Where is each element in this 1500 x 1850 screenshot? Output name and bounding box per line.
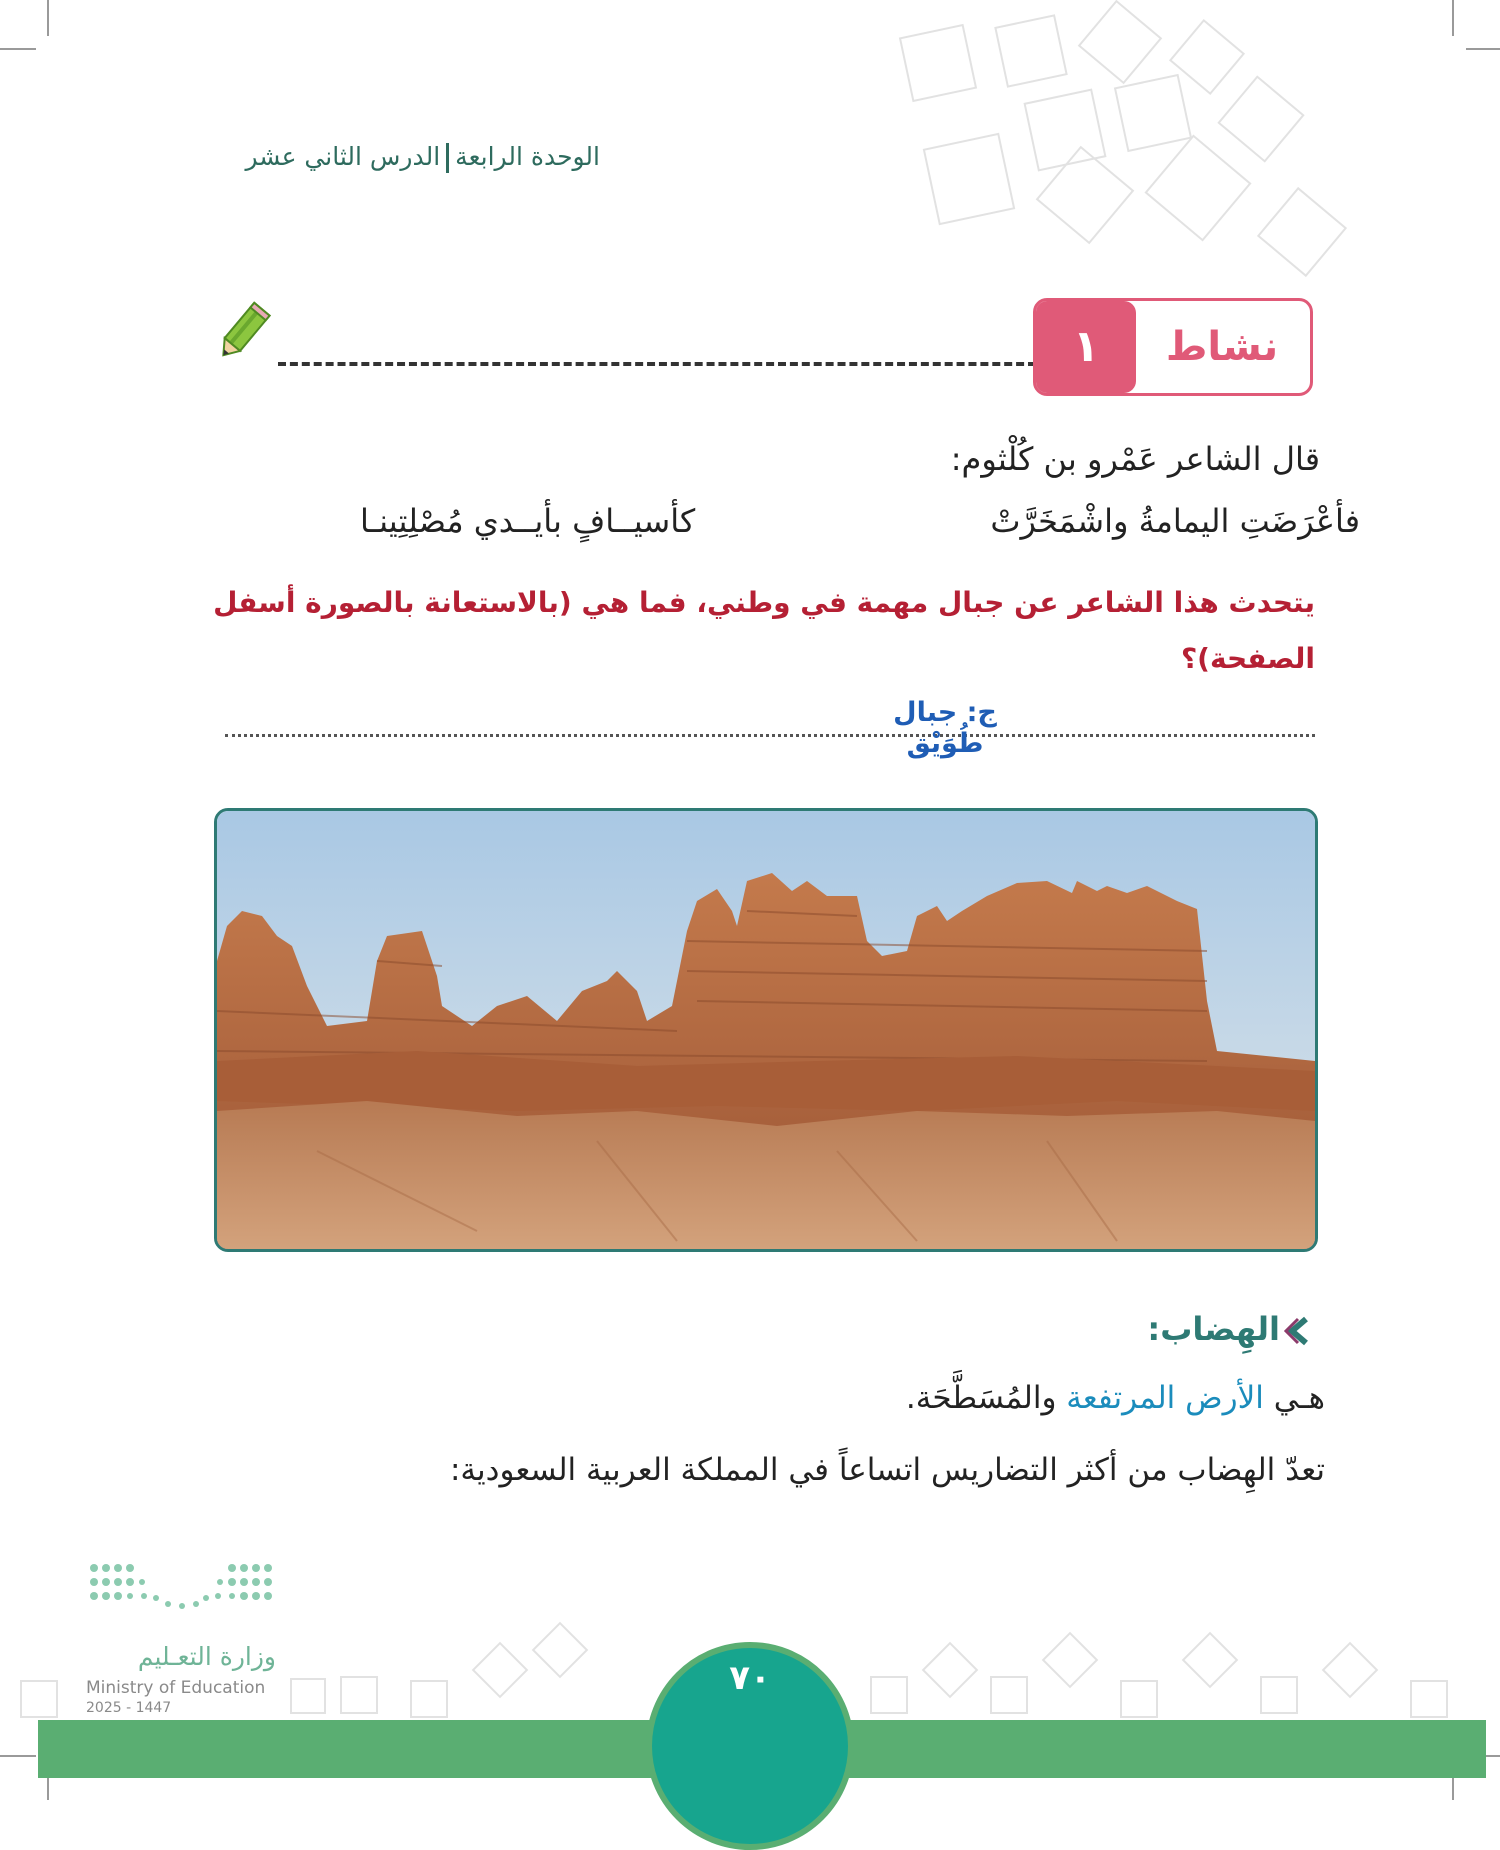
definition-text [780,1380,1325,1416]
activity-number: ١ [1036,301,1136,393]
fact-text: تعدّ الهِضاب من أكثر التضاريس اتساعاً في المملكة العربية السعودية: [449,1452,1325,1488]
poem-hemistich-2: كأسيــافٍ بأيــدي مُصْلِتِينـا [360,502,696,540]
edition-year: 2025 - 1447 [86,1700,172,1716]
lesson-title: الدرس الثاني عشر [245,142,441,171]
answer-line [225,700,1315,737]
activity-label: نشاط [1165,324,1279,370]
poem-hemistich-1: فأعْرَضَتِ اليمامةُ واشْمَخَرَّتْ [990,502,1360,540]
pencil-icon [212,300,272,366]
crop-mark [47,0,49,36]
definition-highlight: الأرض المرتفعة [1066,1380,1264,1416]
answer-text: ج: جبال طُوَيْق [893,697,997,759]
chevron-left-icon [1284,1310,1310,1348]
page-header [210,142,600,173]
definition-suffix: والمُسَطَّحَة. [905,1380,1067,1416]
crop-mark [0,48,36,50]
section-title-text: الهِضاب: [1147,1310,1280,1348]
activity-divider [278,362,1036,366]
unit-title: الوحدة الرابعة [455,142,600,171]
definition-prefix: هـي [1263,1380,1325,1416]
ministry-name-en: Ministry of Education [86,1678,266,1698]
page-number: ٧٠ [729,1658,771,1698]
header-separator [446,143,449,173]
crop-mark [0,1755,36,1757]
crop-mark [1452,0,1454,36]
poem-intro: قال الشاعر عَمْرو بن كُلْثوم: [950,440,1320,478]
activity-badge [1033,298,1313,396]
tuwaiq-mountains-photo [214,808,1318,1252]
section-title [1100,1310,1310,1348]
poem-verse [360,502,1360,540]
ministry-logo-icon [86,1560,276,1630]
question-text: يتحدث هذا الشاعر عن جبال مهمة في وطني، فما هي (بالاستعانة بالصورة أسفل الصفحة)؟ [213,586,1315,675]
ministry-name-ar: وزارة التعـليم [137,1642,276,1671]
crop-mark [1466,48,1500,50]
